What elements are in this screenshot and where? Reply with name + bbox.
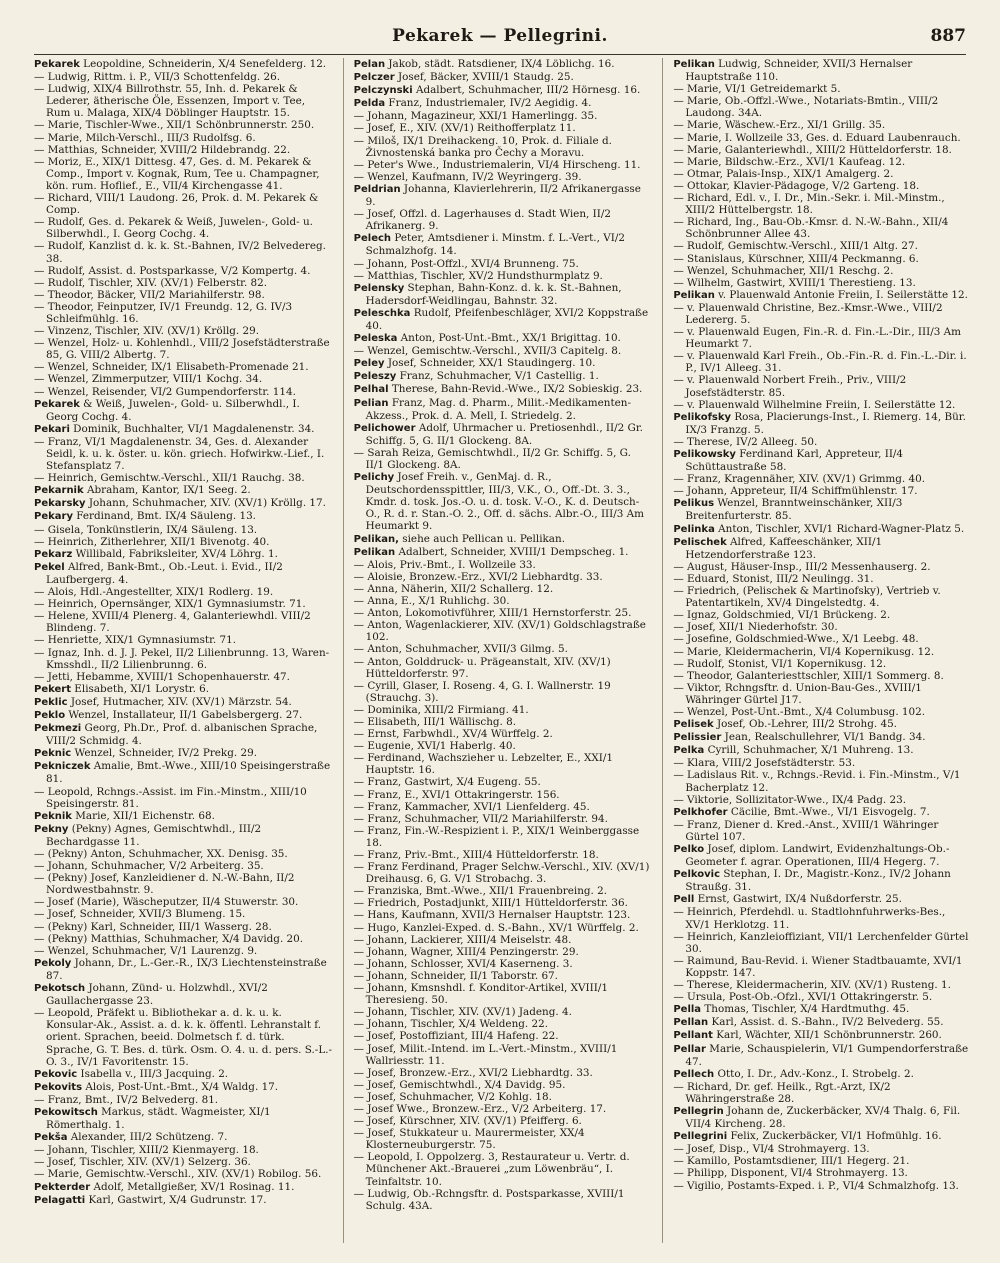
directory-entry: — Marie, Wäschew.-Erz., XI/1 Grillg. 35. [673,119,886,132]
directory-entry: — Marie, Milch-Verschl., III/3 Rudolfsg. 6. [34,131,256,144]
directory-entry: — Josef, Milit.-Intend. im L.-Vert.-Minstm., XVIII/1 Wallriesstr. 11. [353,1042,618,1067]
directory-entry: — Alois, Priv.-Bmt., I. Wollzeile 33. [353,558,536,571]
page-title: Pekarek — Pellegrini. [392,26,608,46]
directory-entry: Pelkovic Stephan, I. Dr., Magistr.-Konz., IV/2 Johann Straußg. 31. [673,868,951,894]
directory-entry: — Otmar, Palais-Insp., XIX/1 Amalgerg. 2. [673,167,894,180]
column-1 [34,58,333,1243]
directory-entry: — Johann, Tischler, X/4 Weldeng. 22. [353,1018,549,1031]
directory-entry: — Gisela, Tonkünstlerin, IX/4 Säuleng. 13. [34,523,258,536]
directory-entry: — Friedrich, (Pelischek & Martinofsky), Vertrieb v. Patentartikeln, XV/4 Dingelstedtg. 4. [673,585,941,610]
directory-entry: — Johann, Kmsnshdl. f. Konditor-Artikel, XVIII/1 Theresieng. 50. [353,982,608,1007]
columns [34,58,972,1243]
directory-entry: — v. Plauenwald Karl Freih., Ob.-Fin.-R. d. Fin.-L.-Dir. i. P., IV/1 Alleeg. 31. [673,350,967,375]
directory-entry: — Leopold, I. Oppolzerg. 3, Restaurateur u. Vertr. d. Münchener Akt.-Brauerei „zum Löwenbräu“, I. Teinfaltstr. 10. [353,1151,630,1188]
directory-entry: — Wenzel, Schuhmacher, XII/1 Reschg. 2. [673,264,894,277]
directory-entry: Pekarnik Abraham, Kantor, IX/1 Seeg. 2. [34,484,251,497]
directory-entry: — Wenzel, Schneider, IX/1 Elisabeth-Promenade 21. [34,361,309,374]
directory-entry: — Hans, Kaufmann, XVII/3 Hernalser Hauptstr. 123. [353,909,631,922]
directory-entry: — Therese, Kleidermacherin, XIV. (XV/1) Rusteng. 1. [673,979,951,992]
directory-entry: Peley Josef, Schneider, XX/1 Staudingerg. 10. [353,357,596,370]
directory-entry: — Raimund, Bau-Revid. i. Wiener Stadtbauamte, XVI/1 Koppstr. 147. [673,954,963,979]
directory-entry: Peklo Wenzel, Installateur, II/1 Gabelsbergerg. 27. [34,708,303,721]
directory-entry: — Sarah Reiza, Gemischtwhdl., II/2 Gr. Schiffg. 5, G. II/1 Glockeng. 8A. [353,446,631,471]
directory-entry: — Marie, Ob.-Offzl.-Wwe., Notariats-Bmtin., VIII/2 Laudong. 34A. [673,95,939,120]
directory-entry: — Rudolf, Assist. d. Postsparkasse, V/2 Kompertg. 4. [34,264,311,277]
directory-entry: — Viktor, Rchngsftr. d. Union-Bau-Ges., XVIII/1 Währinger Gürtel J17. [673,681,922,706]
directory-entry: Pelikan v. Plauenwald Antonie Freiin, I. Seilerstätte 12. [673,288,968,301]
directory-entry: — Alois, Hdl.-Angestellter, XIX/1 Rodlerg. 19. [34,586,274,599]
directory-entry: Pelko Josef, diplom. Landwirt, Evidenzhaltungs-Ob.-Geometer f. agrar. Operationen, III/4 Hegerg. 7. [673,843,950,869]
directory-entry: — Ernst, Farbwhdl., XV/4 Würffelg. 2. [353,728,553,741]
directory-entry: — Marie, Kleidermacherin, VI/4 Kopernikusg. 12. [673,645,935,658]
directory-entry: Pelisek Josef, Ob.-Lehrer, III/2 Strohg. 45. [673,718,897,731]
directory-entry: Pelikan Ludwig, Schneider, XVII/3 Hernalser Hauptstraße 110. [673,58,913,84]
directory-entry: — Hugo, Kanzlei-Exped. d. S.-Bahn., XV/1 Würffelg. 2. [353,921,639,934]
directory-entry: — Franz, Priv.-Bmt., XIII/4 Hütteldorferstr. 18. [353,849,599,861]
directory-entry: — (Pekny) Matthias, Schuhmacher, X/4 Davidg. 20. [34,932,304,945]
directory-entry: — Wenzel, Kaufmann, IV/2 Weyringerg. 39. [353,170,582,183]
directory-entry: — Josef, Offzl. d. Lagerhauses d. Stadt Wien, II/2 Afrikanerg. 9. [353,208,611,233]
directory-entry: — Vinzenz, Tischler, XIV. (XV/1) Kröllg. 29. [34,325,260,338]
directory-entry: — Wenzel, Post-Unt.-Bmt., X/4 Columbusg. 102. [673,705,926,718]
directory-entry: Pellegrini Felix, Zuckerbäcker, VI/1 Hofmühlg. 16. [673,1130,942,1143]
directory-entry: — Franz, E., XVI/1 Ottakringerstr. 156. [353,788,560,801]
directory-entry: — Henriette, XIX/1 Gymnasiumstr. 71. [34,634,237,647]
directory-entry: — (Pekny) Anton, Schuhmacher, XX. Denisg. 35. [34,848,288,860]
directory-entry: — Johann, Lackierer, XIII/4 Meiselstr. 48. [353,933,572,946]
directory-entry: — Ignaz, Inh. d. J. J. Pekel, II/2 Lilienbrunng. 13, Waren-Kmsshdl., II/2 Lilienbrunng. 6. [34,646,330,671]
directory-entry: — Johann, Post-Offzl., XVI/4 Brunneng. 75. [353,257,579,270]
directory-entry: — Marie, Galanteriewhdl., XIII/2 Hütteldorferstr. 18. [673,143,952,156]
directory-entry: Pelissier Jean, Realschullehrer, VI/1 Bandg. 34. [673,731,926,744]
directory-entry: — Ottokar, Klavier-Pädagoge, V/2 Garteng. 18. [673,179,920,192]
directory-entry: Pekari Dominik, Buchhalter, VI/1 Magdalenenstr. 34. [34,422,315,435]
directory-entry: — Eduard, Stonist, III/2 Neulingg. 31. [673,572,874,585]
directory-entry: Peknic Wenzel, Schneider, IV/2 Prekg. 29. [34,747,258,760]
column-divider [343,58,344,1243]
directory-entry: Pellegrin Johann de, Zuckerbäcker, XV/4 Thalg. 6, Fil. VII/4 Kircheng. 28. [673,1104,961,1131]
directory-entry: Pekarek Leopoldine, Schneiderin, X/4 Senefelderg. 12. [34,58,327,70]
directory-entry: — Josefine, Goldschmied-Wwe., X/1 Leebg. 48. [673,633,919,646]
directory-entry: Pellar Marie, Schauspielerin, VI/1 Gumpendorferstraße 47. [673,1042,969,1068]
directory-entry: — Johann, Schlosser, XVI/4 Kaserneng. 3. [353,957,573,970]
directory-entry: — Johann, Wagner, XIII/4 Penzingerstr. 29. [353,945,579,958]
directory-entry: Pelka Cyrill, Schuhmacher, X/1 Muhreng. 13. [673,744,914,757]
directory-entry: — Wilhelm, Gastwirt, XVIII/1 Therestieng. 13. [673,276,916,289]
page-header [34,26,966,52]
directory-entry: — Josef, XII/1 Niederhofstr. 30. [673,621,838,634]
directory-entry: — Dominika, XIII/2 Firmiang. 41. [353,703,529,716]
directory-entry: — Richard, Edl. v., I. Dr., Min.-Sekr. i. Mil.-Minstm., XIII/2 Hüttelbergstr. 18. [673,192,945,217]
directory-entry: — Rudolf, Stonist, VI/1 Kopernikusg. 12. [673,657,887,670]
directory-entry: — Ignaz, Goldschmied, VI/1 Brückeng. 2. [673,609,891,622]
column-3 [673,58,972,1243]
directory-entry: — Franz, Kragennäher, XIV. (XV/1) Grimmg. 40. [673,473,926,486]
directory-entry: — Franz, Kammacher, XVI/1 Lienfelderg. 45. [353,800,590,813]
directory-entry: — Anna, E., X/1 Ruhlichg. 30. [353,595,510,608]
directory-entry: — Wenzel, Schuhmacher, V/1 Laurenzg. 9. [34,944,258,957]
directory-entry: Pelensky Stephan, Bahn-Konz. d. k. k. St.-Bahnen, Hadersdorf-Weidlingau, Bahnstr. 32. [353,281,622,307]
directory-entry: Pekovic Isabella v., III/3 Jacquing. 2. [34,1067,229,1080]
directory-entry: — v. Plauenwald Norbert Freih., Priv., VIII/2 Josefstädterstr. 85. [673,374,907,399]
directory-entry: — Peter's Wwe., Industriemalerin, VI/4 Hirscheng. 11. [353,158,641,171]
directory-entry: Peklic Josef, Hutmacher, XIV. (XV/1) Märzstr. 54. [34,695,292,708]
directory-entry: Pekel Alfred, Bank-Bmt., Ob.-Leut. i. Evid., II/2 Laufbergerg. 4. [34,560,283,586]
directory-entry: — Aloisie, Bronzew.-Erz., XVI/2 Liebhardtg. 33. [353,570,603,583]
column-2 [354,58,653,1243]
directory-entry: — (Pekny) Josef, Kanzleidiener d. N.-W.-Bahn, II/2 Nordwestbahnstr. 9. [34,872,295,897]
directory-entry: — Johann, Tischler, XIV. (XV/1) Jadeng. 4. [353,1006,572,1019]
directory-entry: — Therese, IV/2 Alleeg. 50. [673,435,818,448]
directory-entry: Pellant Karl, Wächter, XII/1 Schönbrunnerstr. 260. [673,1029,942,1042]
directory-entry: Pelczer Josef, Bäcker, XVIII/1 Staudg. 25. [353,71,574,84]
directory-entry: Peleska Anton, Post-Unt.-Bmt., XX/1 Brigittag. 10. [353,332,621,345]
directory-entry: Pelischek Alfred, Kaffeeschänker, XII/1 Hetzendorferstraße 123. [673,535,883,561]
directory-entry: — Rudolf, Gemischtw.-Verschl., XIII/1 Altg. 27. [673,240,918,253]
directory-entry: — Miloš, IX/1 Dreihackeng. 10, Prok. d. Filiale d. Živnostenská banka pro Čechy a Moravu. [353,134,612,159]
directory-entry: — Vigilio, Postamts-Exped. i. P., VI/4 Schmalzhofg. 13. [673,1179,959,1192]
header-rule [34,54,966,55]
directory-entry: — Leopold, Rchngs.-Assist. im Fin.-Minstm., XIII/10 Speisingerstr. 81. [34,785,307,810]
directory-entry: — v. Plauenwald Wilhelmine Freiin, I. Seilerstätte 12. [673,398,956,411]
directory-entry: — Ludwig, XIX/4 Billrothstr. 55, Inh. d. Pekarek & Lederer, ätherische Öle, Essenzen, Import v. Tee, Rum u. Malaga, XIX/4 Döblinger Hauptstr. 15. [34,83,306,120]
directory-entry: Pelagatti Karl, Gastwirt, X/4 Gudrunstr. 17. [34,1193,267,1206]
directory-entry: Pelan Jakob, städt. Ratsdiener, IX/4 Löblichg. 16. [353,58,615,70]
directory-entry: Pekarsky Johann, Schuhmacher, XIV. (XV/1) Kröllg. 17. [34,497,326,510]
directory-entry: — Heinrich, Gemischtw.-Verschl., XII/1 Rauchg. 38. [34,472,305,485]
directory-entry: — Marie, Tischler-Wwe., XII/1 Schönbrunnerstr. 250. [34,119,315,132]
directory-entry: — Johann, Tischler, XIII/2 Kienmayerg. 18. [34,1144,259,1157]
directory-entry: — Jetti, Hebamme, XVIII/1 Schopenhauerstr. 47. [34,670,290,683]
directory-entry: Pekoly Johann, Dr., L.-Ger.-R., IX/3 Liechtensteinstraße 87. [34,956,327,982]
directory-entry: — Wenzel, Holz- u. Kohlenhdl., VIII/2 Josefstädterstraße 85, G. VIII/2 Albertg. 7. [34,337,330,362]
directory-entry: — Franz, Gastwirt, X/4 Eugeng. 55. [353,776,541,789]
directory-entry: Pelikan, siehe auch Pellican u. Pellikan. [353,532,565,545]
directory-entry: — Franz, Fin.-W.-Respizient i. P., XIX/1 Weinberggasse 18. [353,824,640,849]
directory-entry: Pekowitsch Markus, städt. Wagmeister, XI/1 Römerthalg. 1. [34,1105,271,1132]
directory-entry: — Franz, Bmt., IV/2 Belvederg. 81. [34,1093,219,1106]
directory-entry: — Marie, Gemischtw.-Verschl., XIV. (XV/1) Robilog. 56. [34,1168,322,1181]
directory-entry: — Leopold, Präfekt u. Bibliothekar a. d. k. u. k. Konsular-Ak., Assist. a. d. k. k. öffentl. Lehranstalt f. orient. Sprachen, beeid. Dolmetsch f. d. türk. Sprache, G. T. Bes. d. türk. Osm. O. 4. u. d. pers. S.-L.-O. 3., IV/1 Favoritenstr. 15. [34,1007,333,1068]
directory-entry: — Theodor, Feinputzer, IV/1 Freundg. 12, G. IV/3 Schleifmühlg. 16. [34,300,293,325]
directory-entry: — Franz, Schuhmacher, VII/2 Mariahilferstr. 94. [353,812,608,825]
directory-entry: — Anton, Wagenlackierer, XIV. (XV/1) Goldschlagstraße 102. [353,619,646,644]
directory-entry: Pelhal Therese, Bahn-Revid.-Wwe., IX/2 Sobieskig. 23. [353,383,643,396]
directory-entry: — Anton, Schuhmacher, XVII/3 Gilmg. 5. [353,643,568,656]
directory-entry: Pekarz Willibald, Fabriksleiter, XV/4 Löhrg. 1. [34,547,278,560]
directory-entry: Peknik Marie, XII/1 Eichenstr. 68. [34,809,215,822]
directory-entry: Pekovits Alois, Post-Unt.-Bmt., X/4 Waldg. 17. [34,1080,279,1093]
directory-entry: — Marie, VI/1 Getreidemarkt 5. [673,83,841,96]
directory-entry: Pellech Otto, I. Dr., Adv.-Konz., I. Strobelg. 2. [673,1067,914,1080]
directory-entry: — Ferdinand, Wachszieher u. Lebzelter, E., XXI/1 Hauptstr. 16. [353,752,614,777]
directory-entry: — Richard, Dr. gef. Heilk., Rgt.-Arzt, IX/2 Währingerstraße 28. [673,1080,891,1105]
directory-entry: — (Pekny) Karl, Schneider, III/1 Wasserg. 28. [34,920,272,933]
directory-entry: — v. Plauenwald Christine, Bez.-Kmsr.-Wwe., VIII/2 Ledererg. 5. [673,301,943,326]
directory-entry: — Matthias, Tischler, XV/2 Hundsthurmplatz 9. [353,269,603,282]
directory-entry: Pelikus Wenzel, Branntweinschänker, XII/3 Breitenfurterstr. 85. [673,497,903,523]
directory-entry: — Marie, I. Wollzeile 33, Ges. d. Eduard Laubenrauch. [673,131,961,144]
directory-entry: — v. Plauenwald Eugen, Fin.-R. d. Fin.-L.-Dir., III/3 Am Heumarkt 7. [673,326,962,351]
directory-entry: Pekniczek Amalie, Bmt.-Wwe., XIII/10 Speisingerstraße 81. [34,760,331,786]
directory-entry: — Rudolf, Tischler, XIV. (XV/1) Felberstr. 82. [34,276,268,289]
directory-entry: — Josef, Disp., VI/4 Strohmayerg. 13. [673,1143,870,1156]
directory-entry: — Philipp, Disponent, VI/4 Strohmayerg. 13. [673,1167,908,1180]
column-divider [662,58,663,1243]
directory-entry: — Richard, VIII/1 Laudong. 26, Prok. d. M. Pekarek & Comp. [34,192,319,217]
directory-entry: Pelkhofer Cäcilie, Bmt.-Wwe., VI/1 Eisvogelg. 7. [673,805,930,818]
directory-entry: Pelinka Anton, Tischler, XVI/1 Richard-Wagner-Platz 5. [673,522,965,535]
directory-entry: Pelichower Adolf, Uhrmacher u. Pretiosenhdl., II/2 Gr. Schiffg. 5, G. II/1 Glockeng. 8A. [353,421,643,447]
directory-entry: — Rudolf, Ges. d. Pekarek & Weiß, Juwelen-, Gold- u. Silberwhdl., I. Georg Cochg. 4. [34,216,313,241]
directory-entry: — Johann, Schuhmacher, V/2 Arbeiterg. 35. [34,860,264,873]
page-number: 887 [930,26,966,46]
directory-entry: Pell Ernst, Gastwirt, IX/4 Nußdorferstr. 25. [673,893,902,906]
directory-entry: — Matthias, Schneider, XVIII/2 Hildebrandg. 22. [34,143,291,156]
directory-entry: — Theodor, Galanteriesttschler, XIII/1 Sommerg. 8. [673,669,944,682]
directory-entry: — Rudolf, Kanzlist d. k. k. St.-Bahnen, IV/2 Belvedereg. 38. [34,240,326,265]
directory-entry: — Elisabeth, III/1 Wällischg. 8. [353,715,517,728]
directory-entry: Pekary Ferdinand, Bmt. IX/4 Säuleng. 13. [34,510,256,523]
directory-entry: Pelichy Josef Freih. v., GenMaj. d. R., Deutschordensspittler, III/3, V.K., O., Off.-Dt. 3. 3., Kmdr. d. tosk. Jos.-O. u. d. tosk. V.-O., K. d. Deutsch-O., R. d. r. Stan.-O. 2., Off. d. sächs. Albr.-O., III/3 Am Heumarkt 9. [353,471,645,533]
directory-entry: — Heinrich, Kanzleioffiziant, VII/1 Lerchenfelder Gürtel 30. [673,930,969,955]
directory-entry: — Friedrich, Postadjunkt, XIII/1 Hütteldorferstr. 36. [353,897,628,910]
directory-entry: Pelian Franz, Mag. d. Pharm., Milit.-Medikamenten-Akzess., Prok. d. A. Mell, I. Striedelg. 2. [353,396,631,422]
directory-entry: — Ladislaus Rit. v., Rchngs.-Revid. i. Fin.-Minstm., V/1 Bacherplatz 12. [673,769,961,794]
directory-entry: Peleschka Rudolf, Pfeifenbeschläger, XVI/2 Koppstraße 40. [353,306,649,332]
directory-entry: — Wenzel, Gemischtw.-Verschl., XVII/3 Capitelg. 8. [353,345,622,358]
directory-entry: — Cyrill, Glaser, I. Roseng. 4, G. I. Wallnerstr. 19 (Strauchg. 3). [353,679,611,704]
directory-entry: Pekotsch Johann, Zünd- u. Holzwhdl., XVI/2 Gaullachergasse 23. [34,982,268,1008]
directory-entry: — Anna, Näherin, XII/2 Schallerg. 12. [353,582,554,595]
directory-entry: — Franz, Diener d. Kred.-Anst., XVIII/1 Währinger Gürtel 107. [673,818,939,843]
directory-entry: — Ursula, Post-Ob.-Ofzl., XVI/1 Ottakringerstr. 5. [673,991,933,1004]
directory-entry: — Anton, Golddruck- u. Prägeanstalt, XIV. (XV/1) Hütteldorferstr. 97. [353,655,611,680]
directory-entry: — Wenzel, Zimmerputzer, VIII/1 Kochg. 34. [34,373,263,386]
directory-entry: Pekmezi Georg, Ph.Dr., Prof. d. albanischen Sprache, VIII/2 Schmidg. 4. [34,722,318,748]
directory-entry: — Helene, XVIII/4 Plenerg. 4, Galanteriewhdl. VIII/2 Blindeng. 7. [34,610,311,635]
directory-entry: — Marie, Bildschw.-Erz., XVI/1 Kaufeag. 12. [673,155,906,168]
directory-entry: — Josef, Schuhmacher, V/2 Kohlg. 18. [353,1090,552,1103]
directory-entry: Pekert Elisabeth, XI/1 Lorystr. 6. [34,682,210,695]
directory-entry: — Eugenie, XVI/1 Haberlg. 40. [353,740,516,753]
directory-entry: Pelczynski Adalbert, Schuhmacher, III/2 Hörnesg. 16. [353,84,641,97]
directory-entry: — Klara, VIII/2 Josefstädterstr. 53. [673,757,856,770]
directory-entry: — Moriz, E., XIX/1 Dittesg. 47, Ges. d. M. Pekarek & Comp., Import v. Kognak, Rum, Tee u. Champagner, kön. rum. Hoflief., E., VII/4 Kirchengasse 41. [34,155,320,192]
directory-entry: — Stanislaus, Kürschner, XIII/4 Peckmanng. 6. [673,252,919,265]
directory-entry: Pekarek & Weiß, Juwelen-, Gold- u. Silberwhdl., I. Georg Cochg. 4. [34,397,300,423]
directory-entry: — Josef Wwe., Bronzew.-Erz., V/2 Arbeiterg. 17. [353,1102,607,1115]
directory-entry: — Josef, Postoffiziant, III/4 Hafeng. 22. [353,1030,559,1043]
directory-entry: — Ludwig, Rittm. i. P., VII/3 Schottenfeldg. 26. [34,71,281,84]
directory-entry: Pelda Franz, Industriemaler, IV/2 Aegidig. 4. [353,97,592,110]
directory-entry: — Richard, Ing., Bau-Ob.-Kmsr. d. N.-W.-Bahn., XII/4 Schönbrunner Allee 43. [673,216,949,241]
directory-entry: — Kamillo, Postamtsdiener, III/1 Hegerg. 21. [673,1155,910,1168]
directory-entry: — Josef, Stukkateur u. Maurermeister, XX/4 Klosterneuburgerstr. 75. [353,1127,585,1152]
directory-entry: — Johann, Schneider, II/1 Taborstr. 67. [353,969,558,982]
directory-entry: Pelikofsky Rosa, Placierungs-Inst., I. Riemerg. 14, Bür. IX/3 Franzg. 5. [673,410,966,436]
directory-entry: — Ludwig, Ob.-Rchngsftr. d. Postsparkasse, XVIII/1 Schulg. 43A. [353,1187,625,1212]
directory-entry: Pellan Karl, Assist. d. S.-Bahn., IV/2 Belvederg. 55. [673,1016,944,1029]
directory-entry: — Viktorie, Sollizitator-Wwe., IX/4 Padg. 23. [673,793,907,806]
directory-entry: — Wenzel, Reisender, VI/2 Gumpendorferstr. 114. [34,385,296,398]
directory-entry: — Anton, Lokomotivführer, XIII/1 Hernstorferstr. 25. [353,607,632,620]
directory-entry: — Josef, Bronzew.-Erz., XVI/2 Liebhardtg. 33. [353,1066,593,1079]
directory-entry: Pekterder Adolf, Metallgießer, XV/1 Rosinag. 11. [34,1180,295,1193]
directory-entry: — Josef, E., XIV. (XV/1) Reithofferplatz 11. [353,122,576,135]
directory-entry: Pelech Peter, Amtsdiener i. Minstm. f. L.-Vert., VI/2 Schmalzhofg. 14. [353,232,625,258]
directory-entry: — Johann, Magazineur, XXI/1 Hamerlingg. 35. [353,110,598,123]
directory-entry: — August, Häuser-Insp., III/2 Messenhauserg. 2. [673,560,931,573]
directory-entry: — Josef, Tischler, XIV. (XV/1) Selzerg. 36. [34,1156,251,1169]
directory-entry: Peldrian Johanna, Klavierlehrerin, II/2 Afrikanergasse 9. [353,182,641,209]
directory-entry: Pekny (Pekny) Agnes, Gemischtwhdl., III/2 Bechardgasse 11. [34,822,262,848]
directory-entry: Peleszy Franz, Schuhmacher, V/1 Castellig. 1. [353,370,599,383]
directory-entry: — Josef, Kürschner, XIV. (XV/1) Pfeifferg. 6. [353,1115,582,1128]
directory-entry: Pekša Alexander, III/2 Schützeng. 7. [34,1131,228,1144]
directory-entry: — Josef (Marie), Wäscheputzer, II/4 Stuwerstr. 30. [34,896,299,909]
directory-entry: — Franz, VI/1 Magdalenenstr. 34, Ges. d. Alexander Seidl, k. u. k. öster. u. kön. griech. Hofwirkw.-Lief., I. Stefansplatz 7. [34,435,325,473]
directory-entry: Pelikan Adalbert, Schneider, XVIII/1 Dempscheg. 1. [353,545,629,558]
directory-entry: Pelikowsky Ferdinand Karl, Appreteur, II/4 Schüttaustraße 58. [673,448,904,474]
directory-entry: — Josef, Gemischtwhdl., X/4 Davidg. 95. [353,1078,566,1091]
directory-entry: — Johann, Appreteur, II/4 Schiffmühlenstr. 17. [673,485,918,498]
directory-entry: Pella Thomas, Tischler, X/4 Hardtmuthg. 45. [673,1003,910,1016]
directory-entry: — Franz Ferdinand, Prager Selchw.-Verschl., XIV. (XV/1) Dreihausg. 6, G. V/1 Strobachg. 3. [353,861,650,886]
directory-entry: — Heinrich, Zitherlehrer, XII/1 Bivenotg. 40. [34,535,270,548]
directory-entry: — Heinrich, Opernsänger, XIX/1 Gymnasiumstr. 71. [34,598,306,611]
directory-entry: — Franziska, Bmt.-Wwe., XII/1 Frauenbreing. 2. [353,885,608,898]
directory-entry: — Heinrich, Pferdehdl. u. Stadtlohnfuhrwerks-Bes., XV/1 Herklotzg. 11. [673,906,946,931]
directory-entry: — Josef, Schneider, XVII/3 Blumeng. 15. [34,908,246,921]
directory-entry: — Theodor, Bäcker, VII/2 Mariahilferstr. 98. [34,288,265,301]
